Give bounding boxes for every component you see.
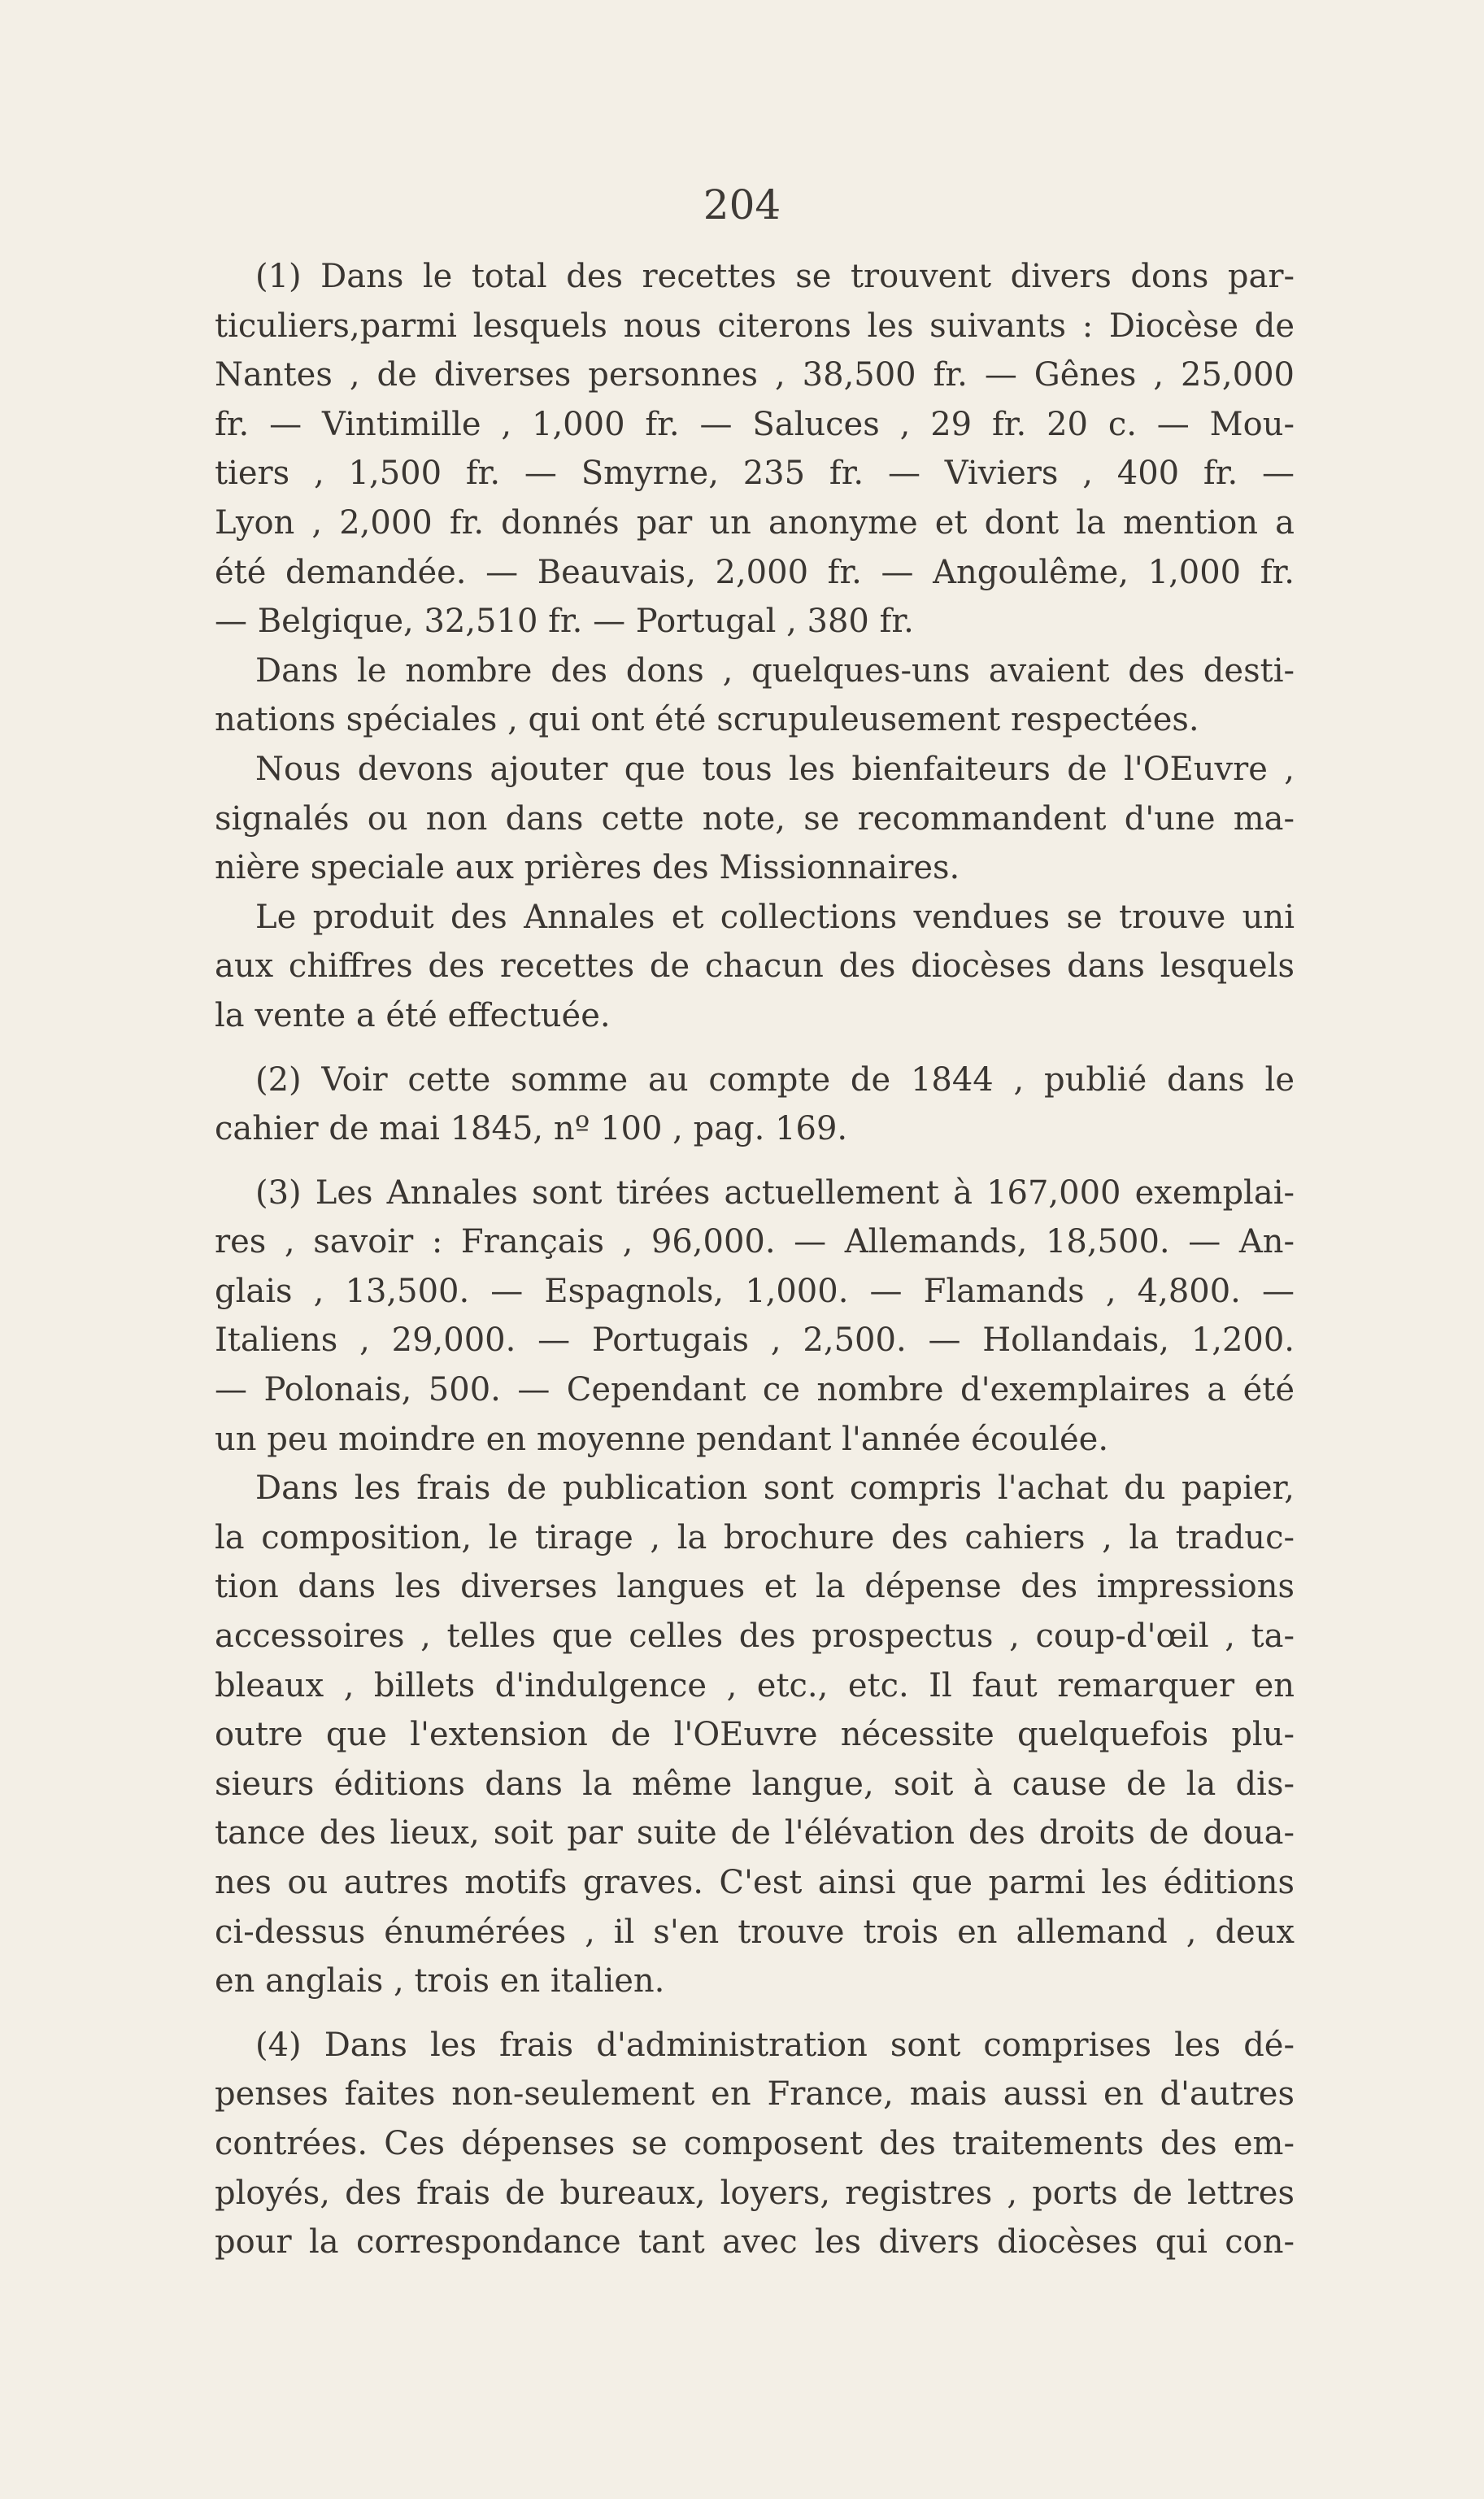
footnote-1-benefactors-paragraph xyxy=(215,745,1295,893)
text-line: Dans le nombre des dons , quelques-uns avaient des desti- xyxy=(255,651,1295,690)
text-line: la composition, le tirage , la brochure des cahiers , la traduc- xyxy=(215,1518,1295,1556)
text-line: bleaux , billets d'indulgence , etc., etc. Il faut remarquer en xyxy=(215,1666,1295,1704)
text-line: Nous devons ajouter que tous les bienfaiteurs de l'OEuvre , xyxy=(255,750,1295,788)
text-block xyxy=(215,252,1295,2267)
text-line: (4) Dans les frais d'administration sont comprises les dé- xyxy=(255,2026,1295,2064)
text-line: tance des lieux, soit par suite de l'élévation des droits de doua- xyxy=(215,1814,1295,1852)
text-line: été demandée. — Beauvais, 2,000 fr. — Angoulême, 1,000 fr. xyxy=(215,553,1295,591)
text-line: cahier de mai 1845, nº 100 , pag. 169. xyxy=(215,1110,848,1148)
text-line: ployés, des frais de bureaux, loyers, registres , ports de lettres xyxy=(215,2174,1295,2212)
text-line: ticuliers,parmi lesquels nous citerons les suivants : Diocèse de xyxy=(215,307,1295,345)
text-line: penses faites non-seulement en France, mais aussi en d'autres xyxy=(215,2075,1295,2114)
text-line: contrées. Ces dépenses se composent des traitements des em- xyxy=(215,2124,1295,2162)
text-line: res , savoir : Français , 96,000. — Allemands, 18,500. — An- xyxy=(215,1223,1295,1261)
text-line: la vente a été effectuée. xyxy=(215,996,611,1034)
text-line: Lyon , 2,000 fr. donnés par un anonyme et dont la mention a xyxy=(215,503,1295,542)
text-line: nière speciale aux prières des Missionnaires. xyxy=(215,849,960,887)
footnote-1 xyxy=(215,252,1295,647)
text-line: tion dans les diverses langues et la dépense des impressions xyxy=(215,1568,1295,1606)
footnote-1-annales-paragraph xyxy=(215,893,1295,1041)
text-line: (2) Voir cette somme au compte de 1844 , publié dans le xyxy=(255,1060,1295,1099)
text-line: Dans les frais de publication sont compris l'achat du papier, xyxy=(255,1469,1295,1508)
text-line: (3) Les Annales sont tirées actuellement à 167,000 exemplai- xyxy=(255,1173,1295,1212)
paragraph-gap xyxy=(215,2006,1295,2021)
text-line: — Belgique, 32,510 fr. — Portugal , 380 fr. xyxy=(215,603,914,641)
text-line: tiers , 1,500 fr. — Smyrne, 235 fr. — Viviers , 400 fr. — xyxy=(215,455,1295,493)
paragraph-gap xyxy=(215,1041,1295,1056)
page-number: 204 xyxy=(703,181,781,229)
paragraph-gap xyxy=(215,1154,1295,1169)
footnote-3 xyxy=(215,1169,1295,1465)
text-line: nes ou autres motifs graves. C'est ainsi que parmi les éditions xyxy=(215,1864,1295,1901)
text-line: en anglais , trois en italien. xyxy=(215,1962,665,2001)
text-line: — Polonais, 500. — Cependant ce nombre d'exemplaires a été xyxy=(215,1371,1295,1409)
footnote-3-publication-costs-paragraph xyxy=(215,1464,1295,2006)
text-line: Italiens , 29,000. — Portugais , 2,500. — Hollandais, 1,200. xyxy=(215,1321,1295,1360)
text-line: pour la correspondance tant avec les divers diocèses qui con- xyxy=(215,2223,1295,2262)
text-line: ci-dessus énumérées , il s'en trouve trois en allemand , deux xyxy=(215,1913,1295,1951)
text-line: Nantes , de diverses personnes , 38,500 fr. — Gênes , 25,000 xyxy=(215,356,1295,394)
text-line: outre que l'extension de l'OEuvre nécessite quelquefois plu- xyxy=(215,1716,1295,1754)
text-line: accessoires , telles que celles des prospectus , coup-d'œil , ta- xyxy=(215,1617,1295,1656)
text-line: sieurs éditions dans la même langue, soit à cause de la dis- xyxy=(215,1765,1295,1803)
text-line: aux chiffres des recettes de chacun des diocèses dans lesquels xyxy=(215,947,1295,986)
footnote-2 xyxy=(215,1056,1295,1154)
text-line: signalés ou non dans cette note, se recommandent d'une ma- xyxy=(215,799,1295,838)
footnote-1-donations-paragraph xyxy=(215,647,1295,745)
footnote-4 xyxy=(215,2021,1295,2267)
text-line: Le produit des Annales et collections vendues se trouve uni xyxy=(255,898,1295,936)
text-line: nations spéciales , qui ont été scrupuleusement respectées. xyxy=(215,701,1199,739)
text-line: un peu moindre en moyenne pendant l'année écoulée. xyxy=(215,1420,1109,1458)
text-line: glais , 13,500. — Espagnols, 1,000. — Flamands , 4,800. — xyxy=(215,1272,1295,1310)
text-line: (1) Dans le total des recettes se trouvent divers dons par- xyxy=(255,258,1295,295)
text-line: fr. — Vintimille , 1,000 fr. — Saluces , 29 fr. 20 c. — Mou- xyxy=(215,405,1295,443)
